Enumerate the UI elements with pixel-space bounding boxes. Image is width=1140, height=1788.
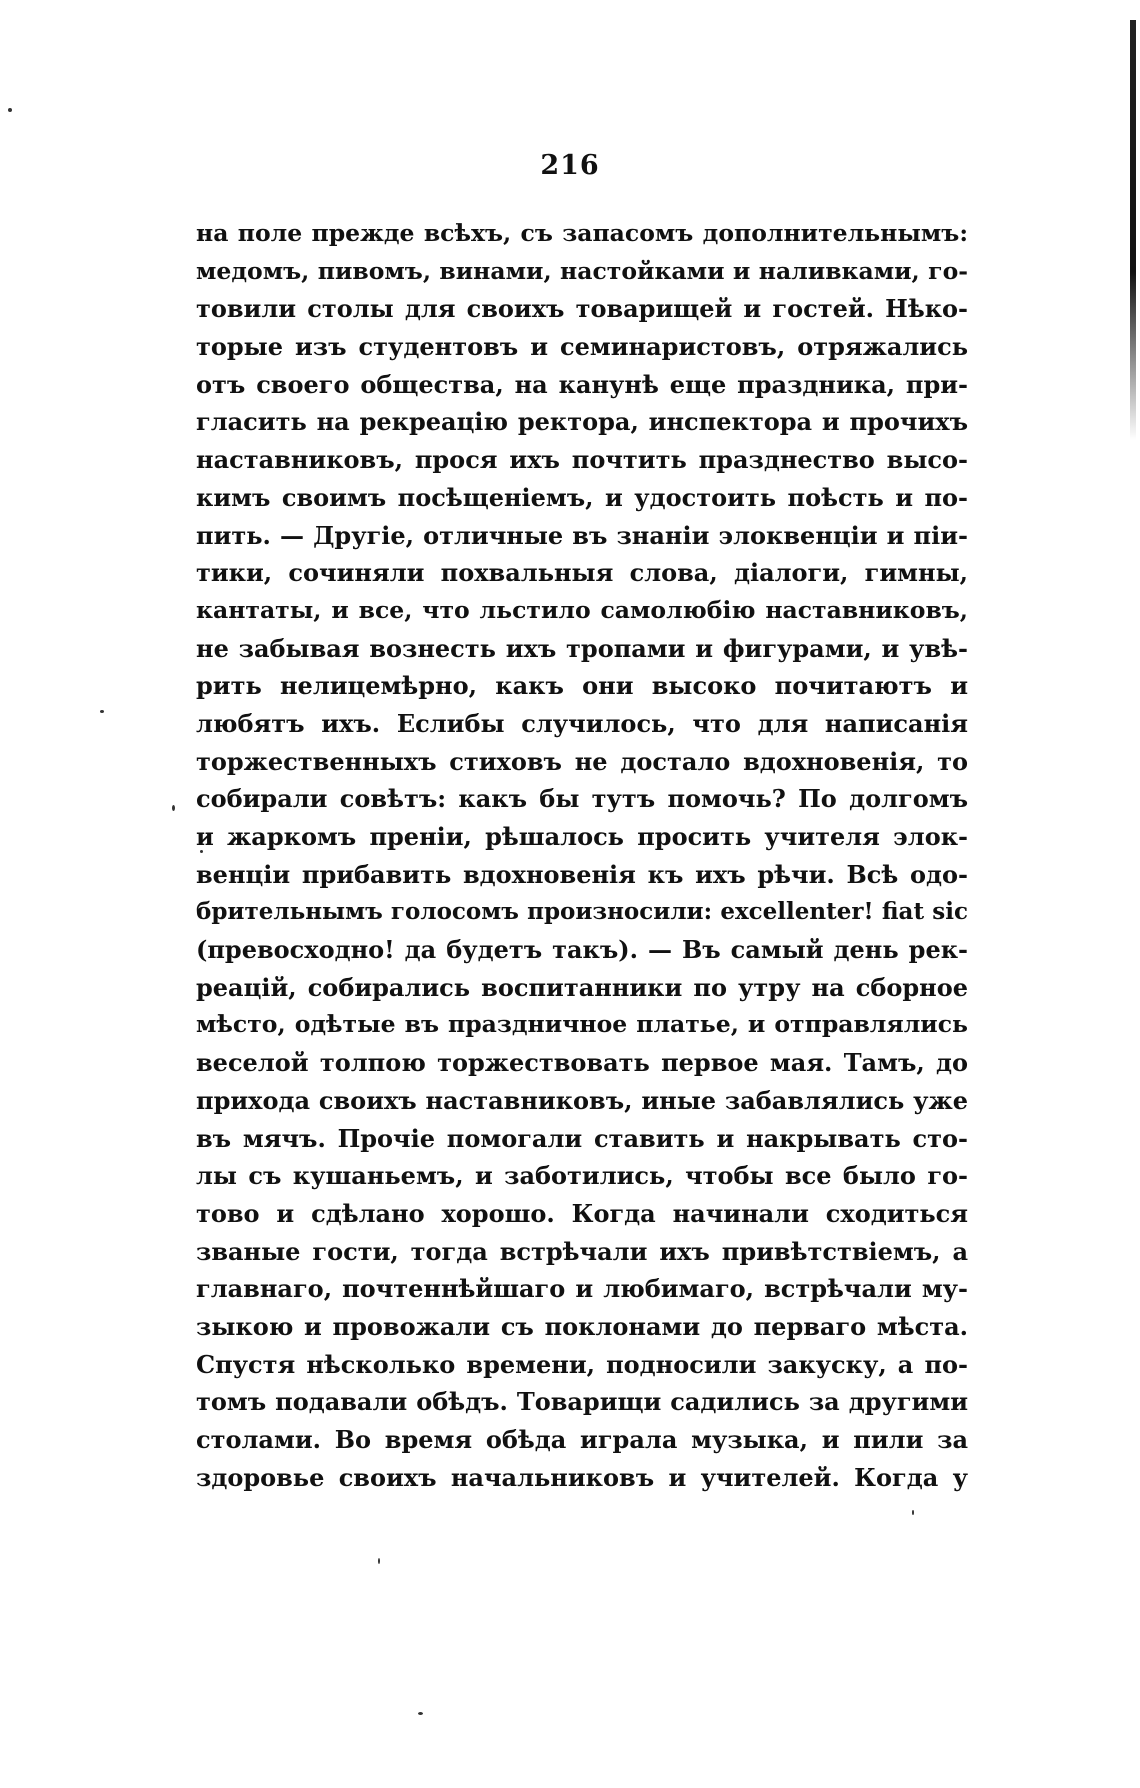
text-line: собирали совѣтъ: какъ бы тутъ помочь? По долгомъ — [196, 784, 968, 814]
text-line: тики, сочиняли похвальныя слова, діалоги, гимны, — [196, 558, 968, 588]
text-line: отъ своего общества, на канунѣ еще праздника, при- — [196, 369, 968, 399]
text-line: торые изъ студентовъ и семинаристовъ, отряжались — [196, 332, 968, 362]
scan-speck — [100, 710, 104, 713]
text-line: тово и сдѣлано хорошо. Когда начинали сходиться — [196, 1198, 968, 1228]
text-line: званые гости, тогда встрѣчали ихъ привѣтствіемъ, а — [196, 1236, 968, 1266]
text-line: здоровье своихъ начальниковъ и учителей. Когда у — [196, 1462, 968, 1492]
page-number: 216 — [540, 150, 600, 181]
text-line: реацій, собирались воспитанники по утру на сборное — [196, 972, 968, 1002]
text-line: (превосходно! да будетъ такъ). — Въ самый день рек- — [196, 935, 968, 965]
scan-speck — [172, 805, 175, 811]
text-line: не забывая вознесть ихъ тропами и фигурами, и увѣ- — [196, 633, 968, 663]
text-line: столами. Во время обѣда играла музыка, и пили за — [196, 1425, 968, 1454]
text-line: венціи прибавить вдохновенія къ ихъ рѣчи. Всѣ одо- — [196, 859, 968, 889]
text-line: гласить на рекреацію ректора, инспектора и прочихъ — [196, 407, 968, 437]
text-line: мѣсто, одѣтые въ праздничное платье, и отправлялись — [196, 1010, 968, 1039]
scan-speck — [418, 1712, 423, 1715]
text-line: торжественныхъ стиховъ не достало вдохновенія, то — [196, 746, 968, 776]
text-line: любятъ ихъ. Еслибы случилось, что для написанія — [196, 708, 968, 738]
text-line: товили столы для своихъ товарищей и гостей. Нѣко- — [196, 294, 968, 324]
scan-edge-shadow — [1130, 20, 1136, 440]
text-line: рить нелицемѣрно, какъ они высоко почитаютъ и — [196, 671, 968, 701]
text-line: кантаты, и все, что льстило самолюбію наставниковъ, — [196, 595, 968, 624]
text-line: зыкою и провожали съ поклонами до перваго мѣста. — [196, 1311, 968, 1341]
text-line: медомъ, пивомъ, винами, настойками и наливками, го- — [196, 256, 968, 285]
text-line: Спустя нѣсколько времени, подносили закуску, а по- — [196, 1349, 968, 1379]
text-line: главнаго, почтеннѣйшаго и любимаго, встрѣчали му- — [196, 1274, 968, 1304]
body-text — [196, 215, 968, 1496]
scan-speck — [912, 1510, 914, 1515]
text-line: лы съ кушаньемъ, и заботились, чтобы все было го- — [196, 1161, 968, 1191]
text-line: кимъ своимъ посѣщеніемъ, и удостоить поѣсть и по- — [196, 482, 968, 512]
text-line: прихода своихъ наставниковъ, иные забавлялись уже — [196, 1085, 968, 1115]
text-line: томъ подавали обѣдъ. Товарищи садились за другими — [196, 1387, 968, 1417]
text-line: пить. — Другіе, отличные въ знаніи элоквенціи и піи- — [196, 520, 968, 550]
text-line: брительнымъ голосомъ произносили: excellenter! fiat sic — [196, 898, 968, 926]
text-line: въ мячъ. Прочіе помогали ставить и накрывать сто- — [196, 1123, 968, 1153]
text-line: наставниковъ, прося ихъ почтить празднество высо- — [196, 445, 968, 475]
text-line: веселой толпою торжествовать первое мая. Тамъ, до — [196, 1048, 968, 1078]
text-line: на поле прежде всѣхъ, съ запасомъ дополнительнымъ: — [196, 219, 968, 247]
scan-speck — [378, 1558, 380, 1564]
text-line: и жаркомъ преніи, рѣшалось просить учителя элок- — [196, 822, 968, 851]
scan-speck — [8, 108, 12, 112]
